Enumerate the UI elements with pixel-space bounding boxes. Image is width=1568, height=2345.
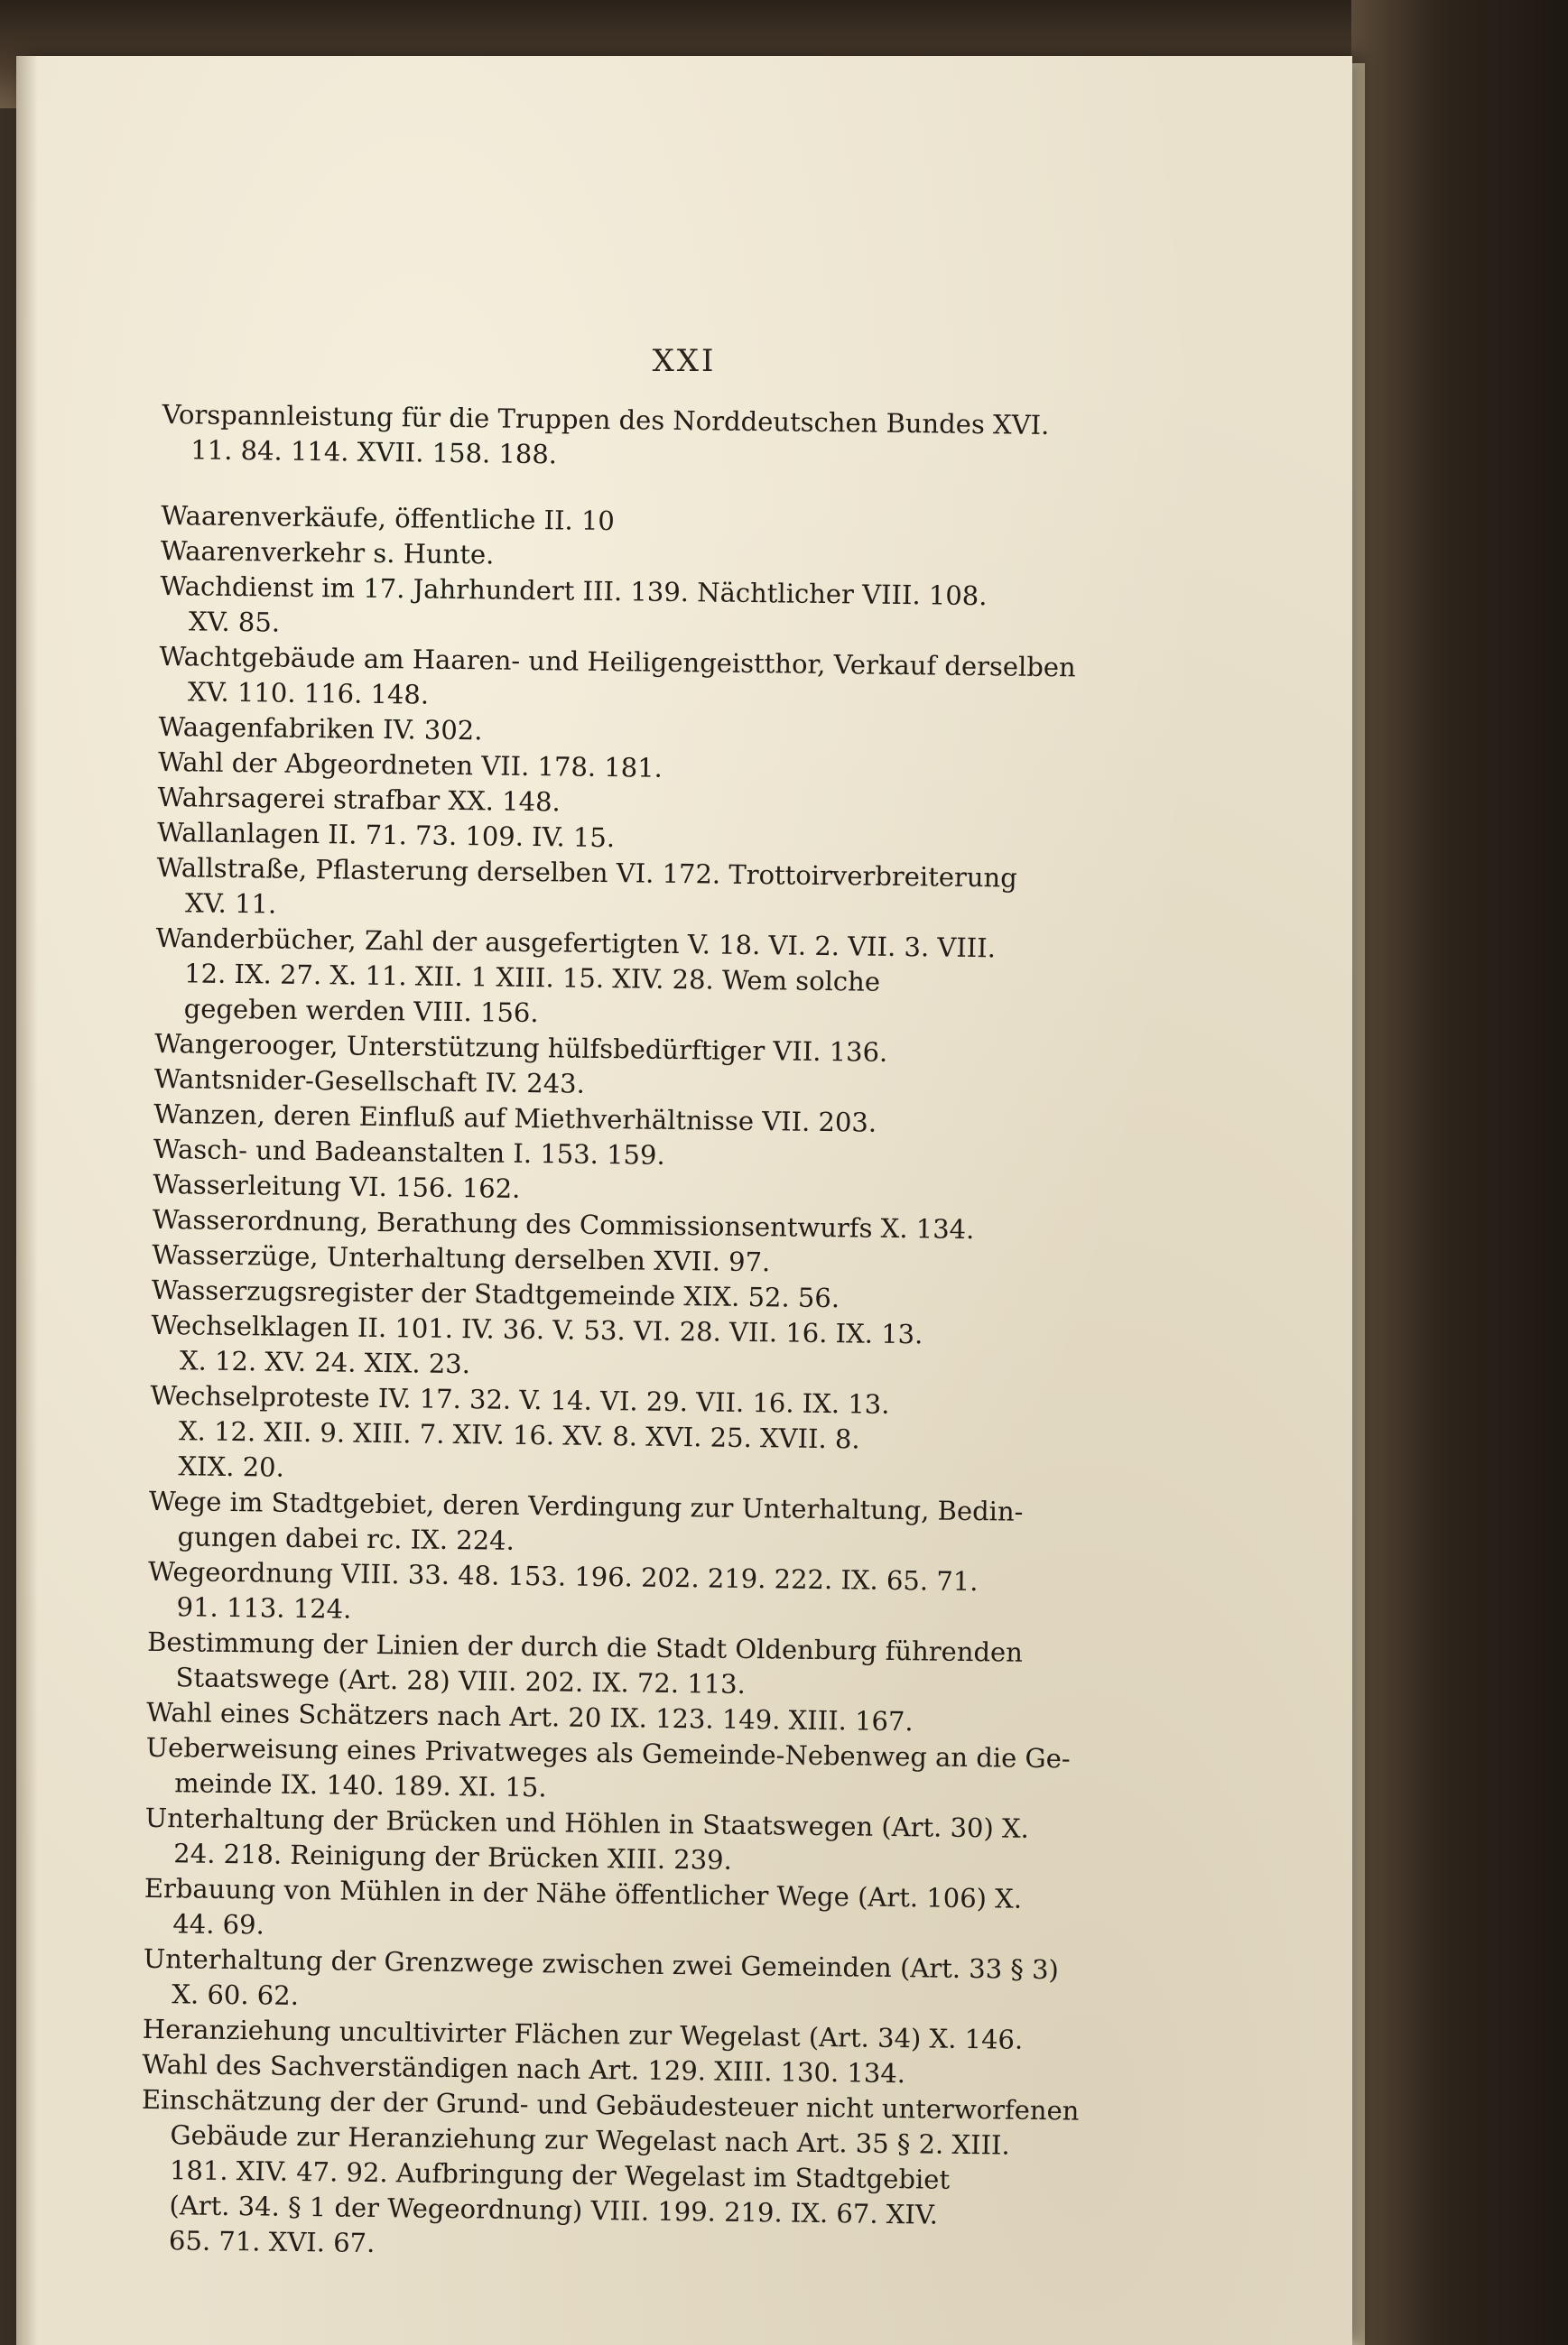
- entry-continuation: 44. 69.: [172, 1908, 265, 1941]
- index-entry: [156, 850, 1150, 932]
- entry-continuation: meinde IX. 140. 189. XI. 15.: [174, 1767, 547, 1803]
- entry-headline: Wanzen, deren Einfluß auf Miethverhältnisse VII. 203.: [153, 1098, 877, 1138]
- book-cover-right: [1351, 0, 1568, 2345]
- index-entry: [140, 2082, 1135, 2270]
- entry-headline: Wahl des Sachverständigen nach Art. 129. XIII. 130. 134.: [142, 2048, 906, 2090]
- entry-headline: Wechselproteste IV. 17. 32. V. 14. VI. 29. VII. 16. IX. 13.: [150, 1379, 890, 1420]
- index-entry: [144, 1801, 1138, 1883]
- index-entry: [162, 397, 1155, 479]
- entry-continuation: (Art. 34. § 1 der Wegeordnung) VIII. 199. 219. IX. 67. XIV.: [169, 2190, 939, 2230]
- entry-headline: Wege im Stadtgebiet, deren Verdingung zur Unterhaltung, Bedin-: [148, 1485, 1024, 1527]
- entry-headline: Ueberweisung eines Privatweges als Gemeinde-Nebenweg an die Ge-: [145, 1731, 1071, 1775]
- entry-headline: Bestimmung der Linien der durch die Stadt Oldenburg führenden: [146, 1626, 1024, 1668]
- entry-continuation: gungen dabei rc. IX. 224.: [177, 1521, 515, 1556]
- entry-continuation: X. 12. XV. 24. XIX. 23.: [179, 1345, 471, 1380]
- entry-headline: Wahl eines Schätzers nach Art. 20 IX. 123. 149. XIII. 167.: [145, 1696, 914, 1738]
- entry-headline: Waarenverkehr s. Hunte.: [160, 534, 495, 570]
- entry-continuation: XIX. 20.: [178, 1451, 285, 1483]
- entry-continuation: 65. 71. XVI. 67.: [168, 2225, 376, 2259]
- entry-headline: Einschätzung der der Grund- und Gebäudesteuer nicht unterworfenen: [141, 2083, 1080, 2127]
- entry-headline: Waagenfabriken IV. 302.: [158, 710, 483, 746]
- entry-headline: Wegeordnung VIII. 33. 48. 153. 196. 202. 219. 222. IX. 65. 71.: [147, 1555, 979, 1598]
- entry-headline: Wantsnider-Gesellschaft IV. 243.: [153, 1062, 586, 1099]
- entry-headline: Erbauung von Mühlen in der Nähe öffentlicher Wege (Art. 106) X.: [144, 1872, 1023, 1914]
- entry-headline: Wangerooger, Unterstützung hülfsbedürftiger VII. 136.: [154, 1027, 888, 1068]
- entry-headline: Heranziehung uncultivirter Flächen zur Wegelast (Art. 34) X. 146.: [142, 2013, 1024, 2055]
- entry-continuation: 181. XIV. 47. 92. Aufbringung der Wegelast im Stadtgebiet: [169, 2155, 951, 2195]
- entry-continuation: Staatswege (Art. 28) VIII. 202. IX. 72. 113.: [175, 1662, 747, 1700]
- entry-headline: Wallstraße, Pflasterung derselben VI. 172. Trottoirverbreiterung: [156, 851, 1018, 894]
- index-entry: [159, 639, 1153, 721]
- entry-continuation: Gebäude zur Heranziehung zur Wegelast nach Art. 35 § 2. XIII.: [170, 2119, 1010, 2161]
- entry-headline: Wanderbücher, Zahl der ausgefertigten V. 18. VI. 2. VII. 3. VIII.: [155, 922, 997, 964]
- entry-headline: Unterhaltung der Brücken und Höhlen in Staatswegen (Art. 30) X.: [144, 1802, 1030, 1844]
- index-entry: [148, 1484, 1142, 1566]
- page-edge: [1352, 63, 1365, 2345]
- page-number: XXI: [652, 343, 717, 379]
- entry-continuation: XV. 11.: [184, 887, 277, 920]
- index-entry: [160, 569, 1154, 651]
- entry-headline: Wasserzüge, Unterhaltung derselben XVII. 97.: [152, 1238, 771, 1278]
- entry-headline: Unterhaltung der Grenzwege zwischen zwei Gemeinden (Art. 33 § 3): [143, 1942, 1060, 1986]
- entry-headline: Wahrsagerei strafbar XX. 148.: [157, 781, 561, 818]
- book-page: [16, 56, 1352, 2345]
- entry-headline: Vorspannleistung für die Truppen des Norddeutschen Bundes XVI.: [162, 398, 1050, 441]
- entry-continuation: XV. 110. 116. 148.: [187, 676, 430, 710]
- entry-headline: Waarenverkäufe, öffentliche II. 10: [161, 499, 616, 537]
- entry-headline: Wasch- und Badeanstalten I. 153. 159.: [153, 1133, 665, 1171]
- index-entry: [143, 1942, 1137, 2024]
- page-gutter: [16, 56, 38, 2345]
- entry-continuation: 24. 218. Reinigung der Brücken XIII. 239.: [173, 1838, 733, 1876]
- entry-continuation: 12. IX. 27. X. 11. XII. 1 XIII. 15. XIV. 28. Wem solche: [183, 958, 881, 997]
- entry-headline: Wachtgebäude am Haaren- und Heiligengeistthor, Verkauf derselben: [159, 640, 1076, 683]
- entry-continuation: 91. 113. 124.: [176, 1591, 352, 1625]
- index-entry: [146, 1625, 1140, 1707]
- index-entry: [149, 1378, 1143, 1496]
- entry-continuation: gegeben werden VIII. 156.: [183, 993, 539, 1029]
- index-entry: [154, 921, 1148, 1038]
- entry-headline: Wasserleitung VI. 156. 162.: [153, 1168, 521, 1204]
- entry-continuation: XV. 85.: [188, 606, 281, 638]
- entry-continuation: 11. 84. 114. XVII. 158. 188.: [190, 434, 558, 470]
- entry-headline: Wallanlagen II. 71. 73. 109. IV. 15.: [156, 816, 616, 854]
- entry-continuation: X. 60. 62.: [172, 1979, 300, 2011]
- index-entry: [147, 1554, 1141, 1636]
- entry-headline: Wachdienst im 17. Jahrhundert III. 139. Nächtlicher VIII. 108.: [160, 570, 988, 612]
- entry-continuation: X. 12. XII. 9. XIII. 7. XIV. 16. XV. 8. XVI. 25. XVII. 8.: [178, 1415, 860, 1455]
- index-entry: [151, 1308, 1145, 1390]
- index-entry: [145, 1730, 1139, 1812]
- index-entry: [144, 1871, 1137, 1953]
- index-entries: [140, 397, 1155, 2270]
- entry-headline: Wahl der Abgeordneten VII. 178. 181.: [157, 746, 663, 783]
- entry-headline: Wechselklagen II. 101. IV. 36. V. 53. VI. 28. VII. 16. IX. 13.: [151, 1309, 923, 1350]
- entry-headline: Wasserordnung, Berathung des Commissionsentwurfs X. 134.: [152, 1203, 975, 1246]
- entry-headline: Wasserzugsregister der Stadtgemeinde XIX. 52. 56.: [151, 1274, 840, 1314]
